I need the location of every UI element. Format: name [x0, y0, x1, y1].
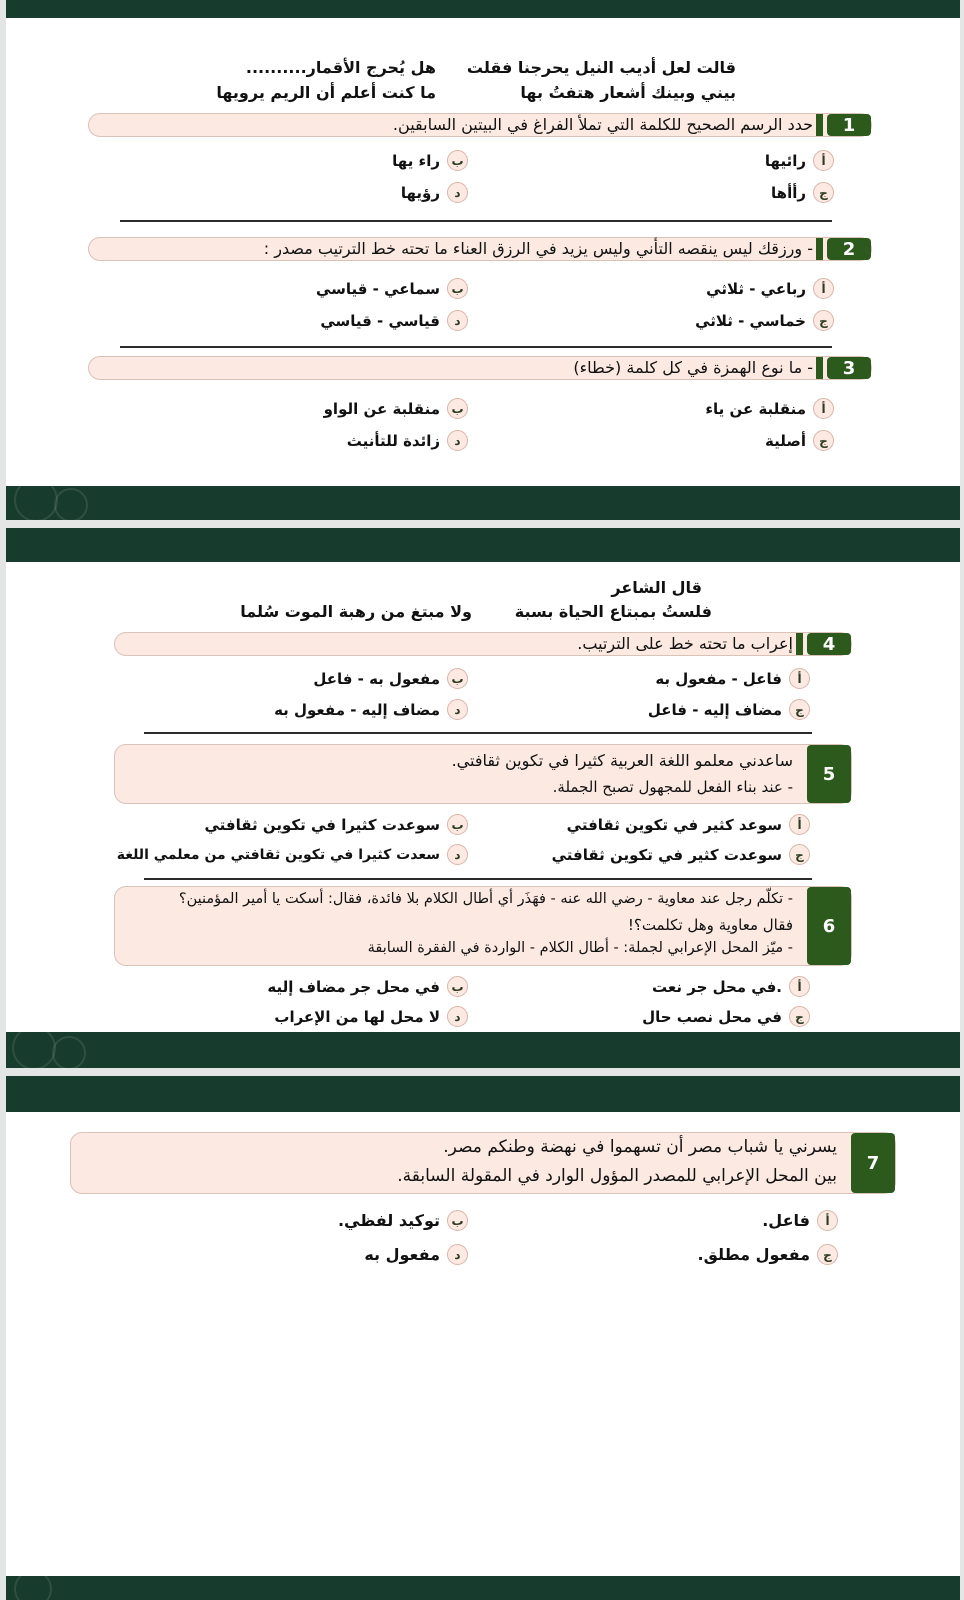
question-number: 4	[807, 633, 851, 655]
option-letter: أ	[813, 150, 834, 171]
worksheet-page-1	[6, 0, 960, 520]
q4-option-a[interactable]	[655, 668, 810, 689]
option-text: فاعل - مفعول به	[655, 669, 782, 688]
q6-option-b[interactable]	[267, 976, 468, 997]
ornament	[12, 1026, 56, 1068]
question-number: 1	[827, 114, 871, 136]
q2-option-a[interactable]	[706, 278, 834, 299]
question-4-box	[114, 632, 852, 656]
option-letter: د	[447, 1244, 468, 1265]
option-letter: ج	[813, 430, 834, 451]
q7-option-a[interactable]	[762, 1210, 838, 1231]
option-letter: ب	[447, 814, 468, 835]
question-number: 7	[851, 1133, 895, 1193]
top-banner	[6, 0, 960, 18]
q4-option-c[interactable]	[648, 699, 810, 720]
worksheet-page-3	[6, 1076, 960, 1600]
q2-option-b[interactable]	[316, 278, 468, 299]
q5-option-c[interactable]	[552, 844, 810, 865]
verse-right: فلستُ بمبتاع الحياة بسبة	[514, 602, 712, 621]
q6-option-a[interactable]	[652, 976, 810, 997]
option-text: سوعدت كثيرا في تكوين ثقافتي	[204, 815, 440, 834]
q5-option-d[interactable]	[117, 844, 468, 865]
option-text: منقلبة عن الواو	[323, 399, 440, 418]
question-number: 6	[807, 887, 851, 965]
option-text: لا محل لها من الإعراب	[274, 1007, 440, 1026]
question-7-line-2: بين المحل الإعرابي للمصدر المؤول الوارد في المقولة السابقة.	[397, 1166, 837, 1186]
option-letter: ج	[817, 1244, 838, 1265]
option-text: منقلبة عن ياء	[705, 399, 806, 418]
option-letter: ج	[813, 310, 834, 331]
number-accent	[816, 238, 823, 260]
option-letter: د	[447, 844, 468, 865]
q2-option-c[interactable]	[695, 310, 834, 331]
bottom-banner	[6, 1032, 960, 1068]
option-text: توكيد لفظي.	[337, 1211, 440, 1230]
number-accent	[816, 357, 823, 379]
q3-option-c[interactable]	[765, 430, 834, 451]
question-7-box	[70, 1132, 896, 1194]
option-letter: ج	[789, 699, 810, 720]
option-letter: ب	[447, 278, 468, 299]
bottom-banner	[6, 486, 960, 520]
option-text: في محل جر مضاف إليه	[267, 977, 440, 996]
question-6-box	[114, 886, 852, 966]
option-text: .في محل جر نعت	[652, 977, 782, 996]
question-7-line-1: يسرني يا شباب مصر أن تسهموا في نهضة وطنكم مصر.	[443, 1137, 837, 1157]
verse-left-bottom: ما كنت أعلم أن الريم يرويها	[216, 83, 436, 102]
question-5-line-2: - عند بناء الفعل للمجهول تصبح الجملة.	[552, 778, 793, 796]
option-letter: أ	[817, 1210, 838, 1231]
option-letter: ب	[447, 668, 468, 689]
option-text: سوعد كثير في تكوين ثقافتي	[566, 815, 782, 834]
question-1-text: حدد الرسم الصحيح للكلمة التي تملأ الفراغ في البيتين السابقين.	[392, 115, 813, 134]
number-accent	[816, 114, 823, 136]
q1-option-a[interactable]	[765, 150, 834, 171]
option-letter: د	[447, 699, 468, 720]
top-banner	[6, 1076, 960, 1112]
question-number: 5	[807, 745, 851, 803]
bottom-banner	[6, 1576, 960, 1600]
q7-option-d[interactable]	[364, 1244, 468, 1265]
option-letter: أ	[813, 278, 834, 299]
question-3-text: - ما نوع الهمزة في كل كلمة (خطاء)	[573, 358, 813, 377]
question-5-line-1: ساعدني معلمو اللغة العربية كثيرا في تكوين ثقافتي.	[451, 751, 793, 770]
q1-option-d[interactable]	[401, 182, 468, 203]
option-text: سوعدت كثير في تكوين ثقافتي	[551, 845, 782, 864]
option-text: سعدت كثيرا في تكوين ثقافتي من معلمي اللغة	[116, 846, 440, 863]
option-letter: أ	[789, 814, 810, 835]
option-text: رؤيها	[400, 183, 440, 202]
divider	[120, 220, 832, 222]
option-text: رأأها	[771, 183, 806, 202]
option-letter: ج	[813, 182, 834, 203]
q6-option-d[interactable]	[274, 1006, 468, 1027]
question-5-box	[114, 744, 852, 804]
q5-option-a[interactable]	[567, 814, 810, 835]
option-letter: ج	[789, 844, 810, 865]
ornament	[54, 488, 88, 520]
option-text: رباعي - ثلاثي	[706, 279, 806, 298]
verse-right-top: قالت لعل أديب النيل يحرجنا فقلت	[466, 58, 736, 77]
option-text: مضاف إليه - مفعول به	[274, 700, 440, 719]
q2-option-d[interactable]	[320, 310, 468, 331]
option-text: مفعول به - فاعل	[313, 669, 440, 688]
option-text: راء يها	[392, 151, 440, 170]
verse-left: ولا مبتغ من رهبة الموت سُلما	[240, 602, 472, 621]
question-2-text: - ورزقك ليس ينقصه التأني وليس يزيد في الرزق العناء ما تحته خط الترتيب مصدر :	[263, 239, 813, 258]
question-number: 2	[827, 238, 871, 260]
question-6-line-1: - تكلّم رجل عند معاوية - رضي الله عنه - فهَذَر أي أطال الكلام بلا فائدة، فقال: أسكت يا أمير المؤمنين؟	[178, 891, 793, 907]
option-letter: ب	[447, 398, 468, 419]
question-1-box	[88, 113, 872, 137]
ornament	[52, 1036, 86, 1068]
poet-label: قال الشاعر	[611, 578, 702, 597]
option-letter: د	[447, 182, 468, 203]
option-text: مفعول به	[364, 1245, 440, 1264]
verse-right-bottom: بيني وبينك أشعار هتفتُ بها	[520, 83, 736, 102]
option-letter: أ	[789, 668, 810, 689]
divider	[144, 878, 812, 880]
q7-option-c[interactable]	[698, 1244, 838, 1265]
option-text: سماعي - قياسي	[315, 279, 440, 298]
option-text: في محل نصب حال	[642, 1007, 782, 1026]
option-text: مفعول مطلق.	[697, 1245, 810, 1264]
option-letter: د	[447, 430, 468, 451]
q1-option-c[interactable]	[771, 182, 834, 203]
option-text: مضاف إليه - فاعل	[647, 700, 782, 719]
option-letter: د	[447, 310, 468, 331]
q4-option-d[interactable]	[274, 699, 468, 720]
question-4-text: إعراب ما تحته خط على الترتيب.	[577, 634, 793, 653]
q1-option-b[interactable]	[392, 150, 468, 171]
q6-option-c[interactable]	[642, 1006, 810, 1027]
ornament	[14, 1570, 52, 1600]
option-letter: أ	[813, 398, 834, 419]
option-text: أصلية	[765, 431, 806, 450]
option-letter: ج	[789, 1006, 810, 1027]
option-letter: أ	[789, 976, 810, 997]
question-6-line-2: فقال معاوية وهل تكلمت؟!	[627, 916, 793, 934]
divider	[144, 732, 812, 734]
question-3-box	[88, 356, 872, 380]
divider	[120, 346, 832, 348]
number-accent	[796, 633, 803, 655]
option-text: خماسي - ثلاثي	[695, 311, 806, 330]
q3-option-b[interactable]	[324, 398, 468, 419]
option-letter: د	[447, 1006, 468, 1027]
question-6-line-3: - ميّز المحل الإعرابي لجملة: - أطال الكلام - الواردة في الفقرة السابقة	[367, 940, 793, 956]
option-text: زائدة للتأنيث	[346, 431, 440, 450]
option-letter: ب	[447, 150, 468, 171]
ornament	[14, 478, 58, 520]
question-number: 3	[827, 357, 871, 379]
question-2-box	[88, 237, 872, 261]
verse-left-top: هل يُحرج الأقمار..........	[245, 58, 436, 77]
option-text: فاعل.	[762, 1211, 810, 1230]
q4-option-b[interactable]	[313, 668, 468, 689]
q7-option-b[interactable]	[338, 1210, 468, 1231]
option-text: رائيها	[764, 151, 806, 170]
option-letter: ب	[447, 1210, 468, 1231]
worksheet-page-2	[6, 528, 960, 1068]
q3-option-d[interactable]	[347, 430, 468, 451]
q3-option-a[interactable]	[705, 398, 834, 419]
q5-option-b[interactable]	[204, 814, 468, 835]
option-text: قياسي - قياسي	[320, 311, 440, 330]
option-letter: ب	[447, 976, 468, 997]
top-banner	[6, 528, 960, 562]
